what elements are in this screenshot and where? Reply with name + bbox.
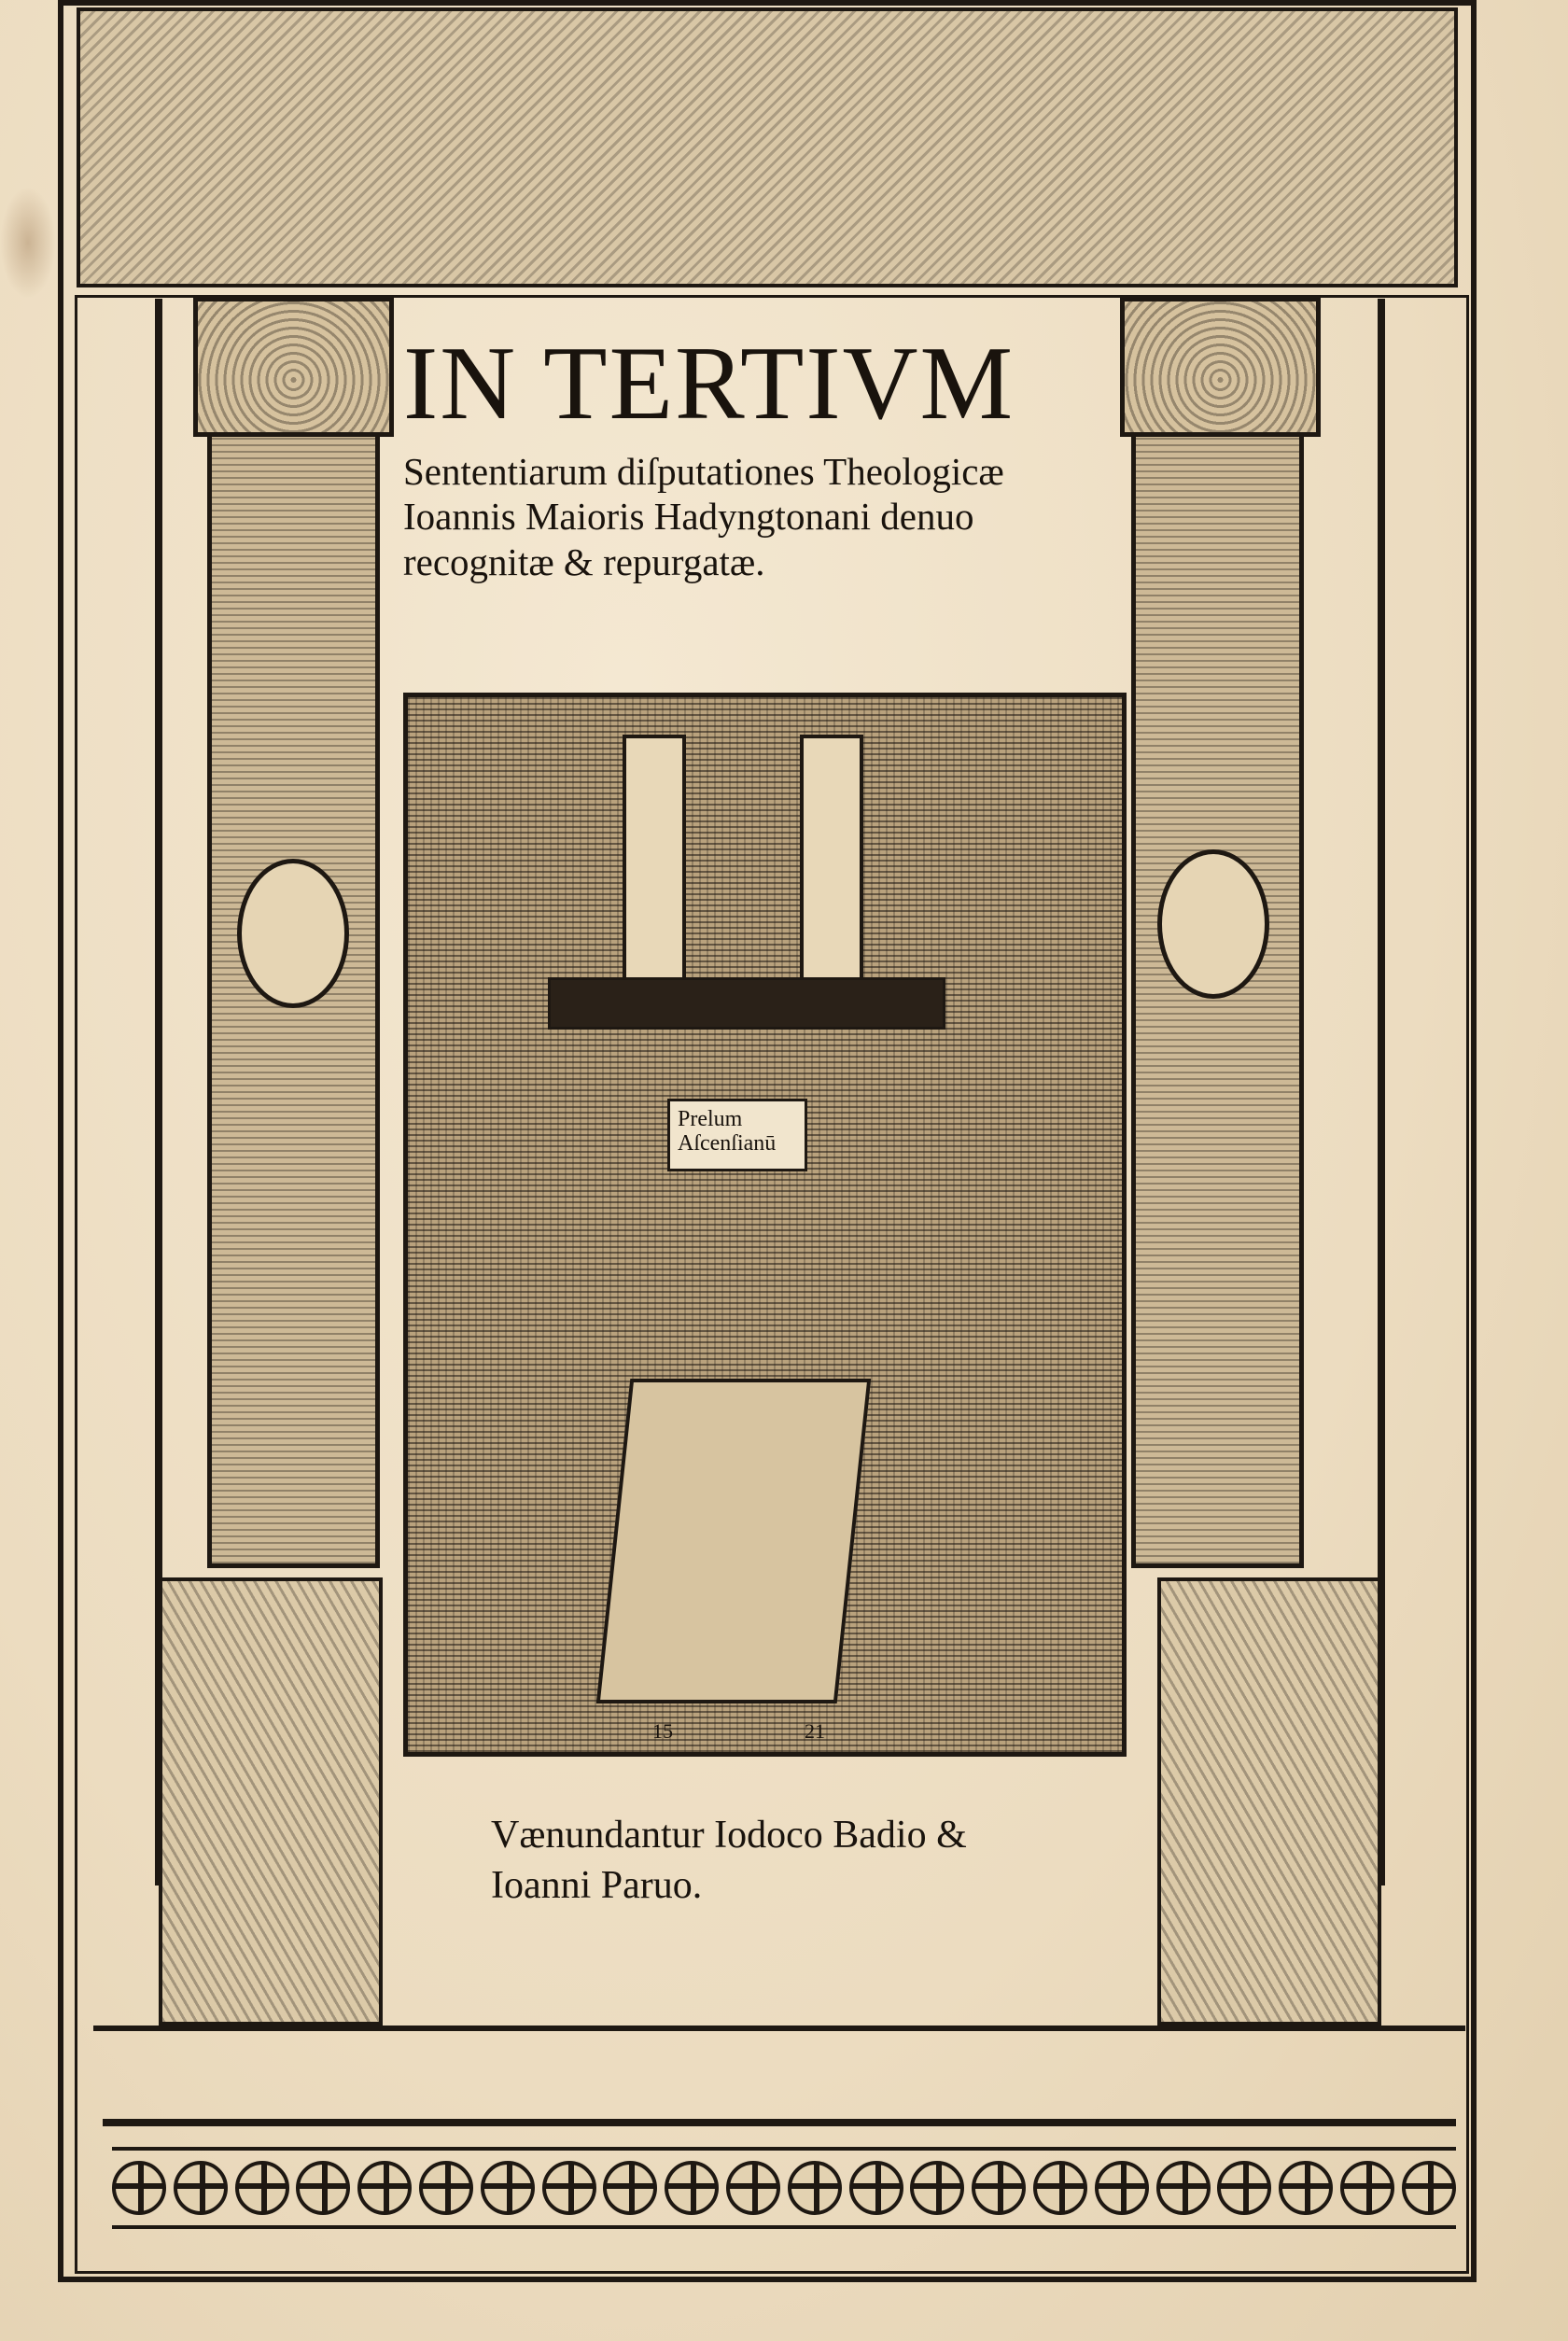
rosette-ornament <box>112 2161 166 2215</box>
rosette-ornament <box>296 2161 350 2215</box>
press-label-line-1: Prelum <box>678 1107 743 1131</box>
rosette-ornament <box>1340 2161 1394 2215</box>
subtitle-line-1: Sententiarum diſputationes Theologicæ <box>403 450 1004 493</box>
press-screw-left <box>623 735 686 985</box>
rosette-ornament <box>357 2161 412 2215</box>
press-label <box>667 1099 807 1171</box>
rosette-ornament <box>1156 2161 1211 2215</box>
paper-stain <box>0 187 56 299</box>
left-figures-ornament <box>159 1577 383 2026</box>
left-portrait-medallion <box>237 859 349 1008</box>
press-label-line-2: Aſcenſianū <box>678 1131 777 1156</box>
press-beam <box>548 977 945 1030</box>
rosette-ornament <box>665 2161 719 2215</box>
rosette-ornament <box>788 2161 842 2215</box>
left-column-capital <box>193 297 394 437</box>
rosette-ornament <box>603 2161 657 2215</box>
rosette-ornament <box>235 2161 289 2215</box>
rosette-ornament <box>910 2161 964 2215</box>
rosette-ornament <box>1095 2161 1149 2215</box>
rosette-ornament <box>1033 2161 1087 2215</box>
rosette-band <box>112 2147 1456 2229</box>
imprint <box>491 1811 1070 1912</box>
subtitle-line-3: recognitæ & repurgatæ. <box>403 540 765 583</box>
rosette-ornament <box>1217 2161 1271 2215</box>
imprint-line-1: Vænundantur Iodoco Badio & <box>491 1814 967 1857</box>
rosette-ornament <box>542 2161 596 2215</box>
rosette-ornament <box>419 2161 473 2215</box>
rosette-ornament <box>481 2161 535 2215</box>
base-rule <box>103 2119 1456 2126</box>
rosette-ornament <box>849 2161 903 2215</box>
rosette-ornament <box>1279 2161 1333 2215</box>
press-screw-right <box>800 735 863 985</box>
printing-press-woodcut <box>403 693 1127 1757</box>
top-frieze-ornament <box>77 7 1458 287</box>
imprint-line-2: Ioanni Paruo. <box>491 1863 703 1907</box>
subtitle-line-2: Ioannis Maioris Hadyngtonani denuo <box>403 495 974 539</box>
year-mark-right: 21 <box>805 1719 825 1743</box>
rosette-ornament <box>726 2161 780 2215</box>
right-portrait-medallion <box>1157 849 1269 999</box>
rosette-ornament <box>174 2161 228 2215</box>
title-block <box>403 326 1131 584</box>
press-bed <box>596 1379 872 1703</box>
rosette-ornament <box>1402 2161 1456 2215</box>
right-figures-ornament <box>1157 1577 1381 2026</box>
year-mark-left: 15 <box>652 1719 673 1743</box>
rosette-ornament <box>972 2161 1026 2215</box>
right-column-capital <box>1120 297 1321 437</box>
page-title: IN TERTIVM <box>403 326 1015 442</box>
